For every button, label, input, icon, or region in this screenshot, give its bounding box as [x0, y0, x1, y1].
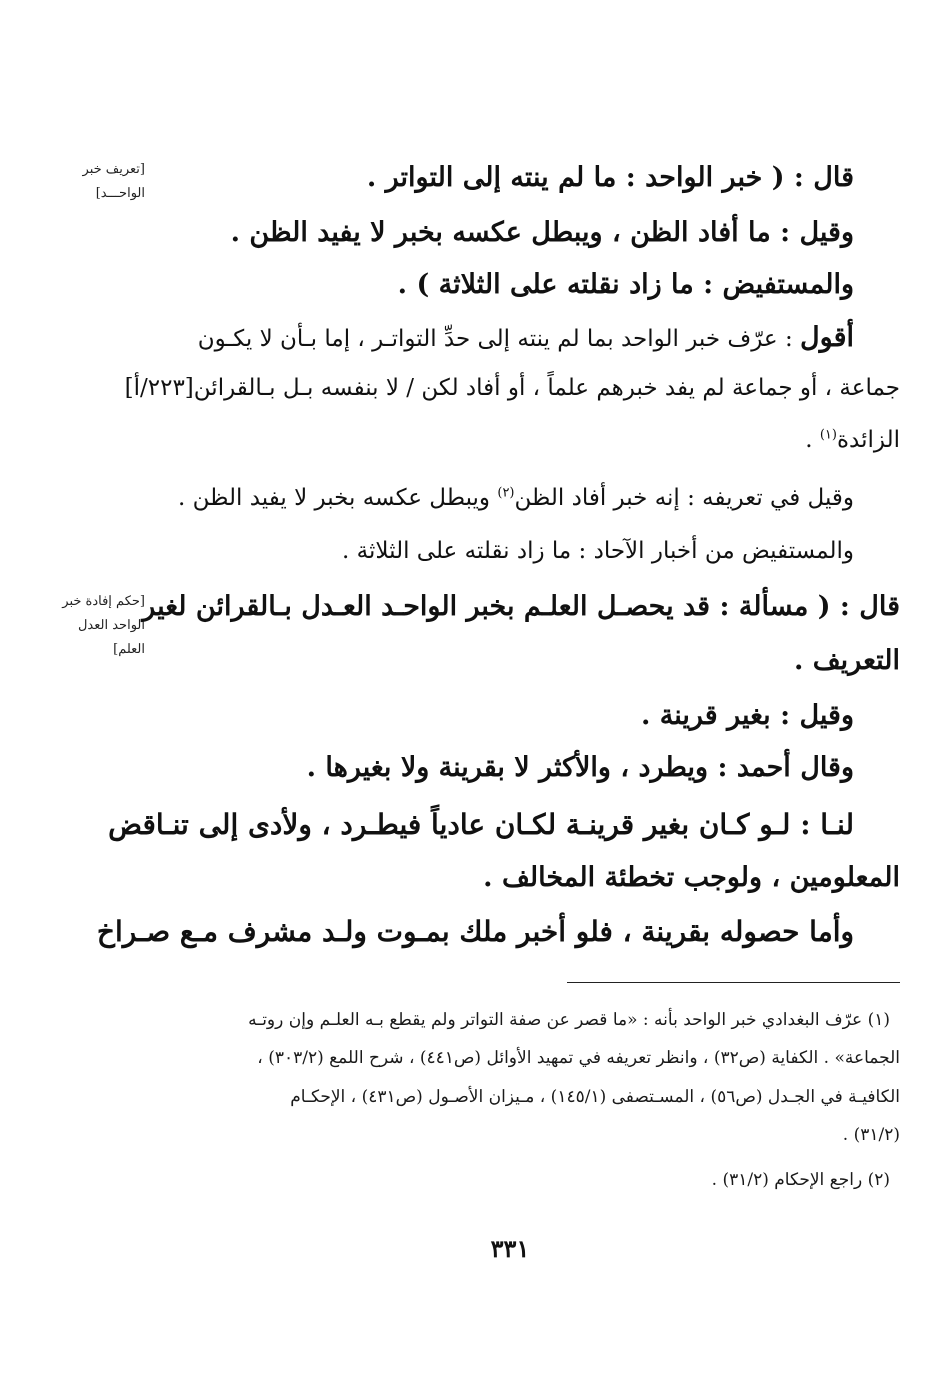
text-line: والمستفيض من أخبار الآحاد : ما زاد نقلته على الثلاثة .: [342, 538, 854, 564]
text-line: وقيل : ما أفاد الظن ، ويبطل عكسه بخبر لا يفيد الظن .: [230, 217, 854, 248]
text-line: وقال أحمد : ويطرد ، والأكثر لا بقرينة ولا بغيرها .: [306, 752, 854, 783]
text-line: التعريف .: [793, 645, 900, 676]
text-line: لنـا : لـو كـان بغير قرينـة لكـان عادياً فيطـرد ، ولأدى إلى تنـاقض: [108, 808, 854, 841]
footnote-ref: (٢): [497, 485, 515, 501]
footnote-separator: [567, 982, 900, 983]
text-span: .: [805, 427, 820, 453]
footnote-ref: (١): [819, 427, 837, 443]
footnote-line: (١) عرّف البغدادي خبر الواحد بأنه : «ما قصر عن صفة التواتر ولم يقطع بـه العلـم وإن روتـه: [248, 1010, 890, 1030]
text-line: قال : ( خبر الواحد : ما لم ينته إلى التواتر .: [366, 162, 854, 193]
text-span: وقيل في تعريفه : إنه خبر أفاد الظن: [514, 485, 854, 511]
margin-note-ruling: [حكم إفادة خبر الواحد العدل العلم]: [62, 594, 145, 657]
text-line: [125, 375, 900, 401]
aqulu-keyword: أقول: [800, 322, 854, 353]
text-line: قال : ( مسألة : قد يحصـل العلـم بخبر الواحـد العـدل بـالقرائن لغير: [142, 591, 900, 622]
text-line: [805, 427, 900, 453]
text-span: : عرّف خبر الواحد بما لم ينته إلى حدِّ التواتـر ، إما بـأن لا يكـون: [197, 326, 801, 352]
page-number: ٣٣١: [490, 1234, 530, 1263]
footnote-line: الكافيـة في الجـدل (ص٥٦) ، المسـتصفى (١٤٥/١) ، مـيزان الأصـول (ص٤٣١) ، الإحكـام: [290, 1087, 900, 1107]
footnote-line: الجماعة» . الكفاية (ص٣٢) ، وانظر تعريفه في تمهيد الأوائل (ص٤٤١) ، شرح اللمع (٣٠٣/٢) ،: [257, 1048, 900, 1068]
text-line: وأما حصوله بقرينة ، فلو أخبر ملك بمـوت ولـد مشرف مـع صـراخ: [96, 915, 854, 948]
footnote-line: (٢) راجع الإحكام (٣١/٢) .: [711, 1170, 890, 1190]
text-line: [198, 322, 854, 353]
text-span: الزائدة: [836, 427, 900, 453]
footnote-line: (٣١/٢) .: [842, 1125, 900, 1145]
text-line: [178, 485, 854, 511]
text-line: المعلومين ، ولوجب تخطئة المخالف .: [483, 862, 900, 893]
text-span: جماعة ، أو جماعة لم يفد خبرهم علماً ، أو أفاد لكن / لا بنفسه بـل بـالقرائن: [193, 375, 900, 401]
margin-note-definition: [تعريف خبر الواحـــد]: [82, 162, 145, 201]
manuscript-ref: [٢٢٣/أ]: [124, 375, 194, 401]
text-line: وقيل : بغير قرينة .: [640, 700, 854, 731]
text-line: والمستفيض : ما زاد نقلته على الثلاثة ) .: [397, 269, 854, 300]
text-span: ويبطل عكسه بخبر لا يفيد الظن .: [178, 485, 498, 511]
